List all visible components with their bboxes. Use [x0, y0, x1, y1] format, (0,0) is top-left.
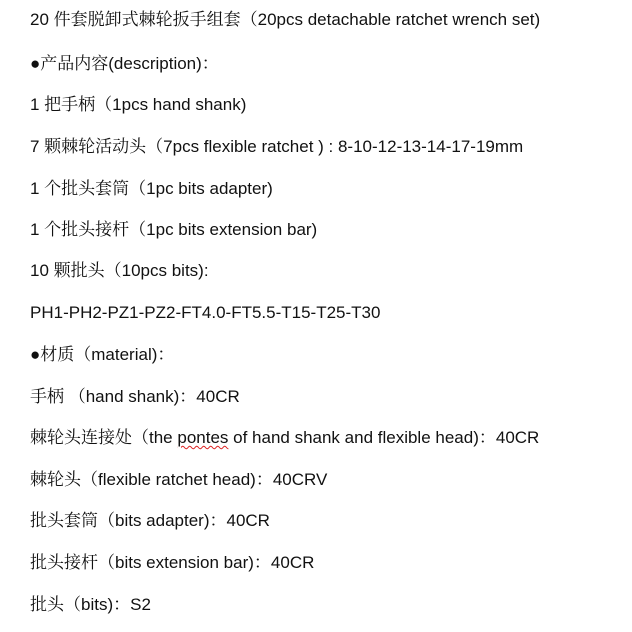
content-line-hand-shank: 1 把手柄（1pcs hand shank) [30, 95, 247, 114]
content-line-flexible-ratchet: 7 颗棘轮活动头（7pcs flexible ratchet ) : 8-10-12-13-14-17-19mm [30, 137, 524, 156]
material-heading: ●材质（material)： [30, 345, 175, 364]
content-line-bits-adapter: 1 个批头套筒（1pc bits adapter) [30, 179, 273, 198]
material-line-connection [30, 427, 539, 449]
material-line-bits-adapter: 批头套筒（bits adapter)：40CR [30, 511, 270, 530]
material-line-ratchet-head: 棘轮头（flexible ratchet head)：40CRV [30, 470, 328, 489]
content-line-extension-bar: 1 个批头接杆（1pc bits extension bar) [30, 220, 318, 239]
bits-list-line: PH1-PH2-PZ1-PZ2-FT4.0-FT5.5-T15-T25-T30 [30, 303, 381, 322]
material-line-hand-shank: 手柄 （hand shank)：40CR [30, 387, 240, 406]
title-line: 20 件套脱卸式棘轮扳手组套（20pcs detachable ratchet wrench set) [30, 10, 541, 29]
material-line-bits: 批头（bits)：S2 [30, 595, 151, 614]
description-heading: ●产品内容(description)： [30, 54, 219, 73]
connection-text-before: 棘轮头连接处（the [30, 428, 178, 447]
spellcheck-flagged-word: pontes [177, 428, 229, 447]
connection-text-after: of hand shank and flexible head)：40CR [228, 428, 540, 447]
material-line-extension-bar: 批头接杆（bits extension bar)：40CR [30, 553, 315, 572]
content-line-bits: 10 颗批头（10pcs bits): [30, 261, 209, 280]
